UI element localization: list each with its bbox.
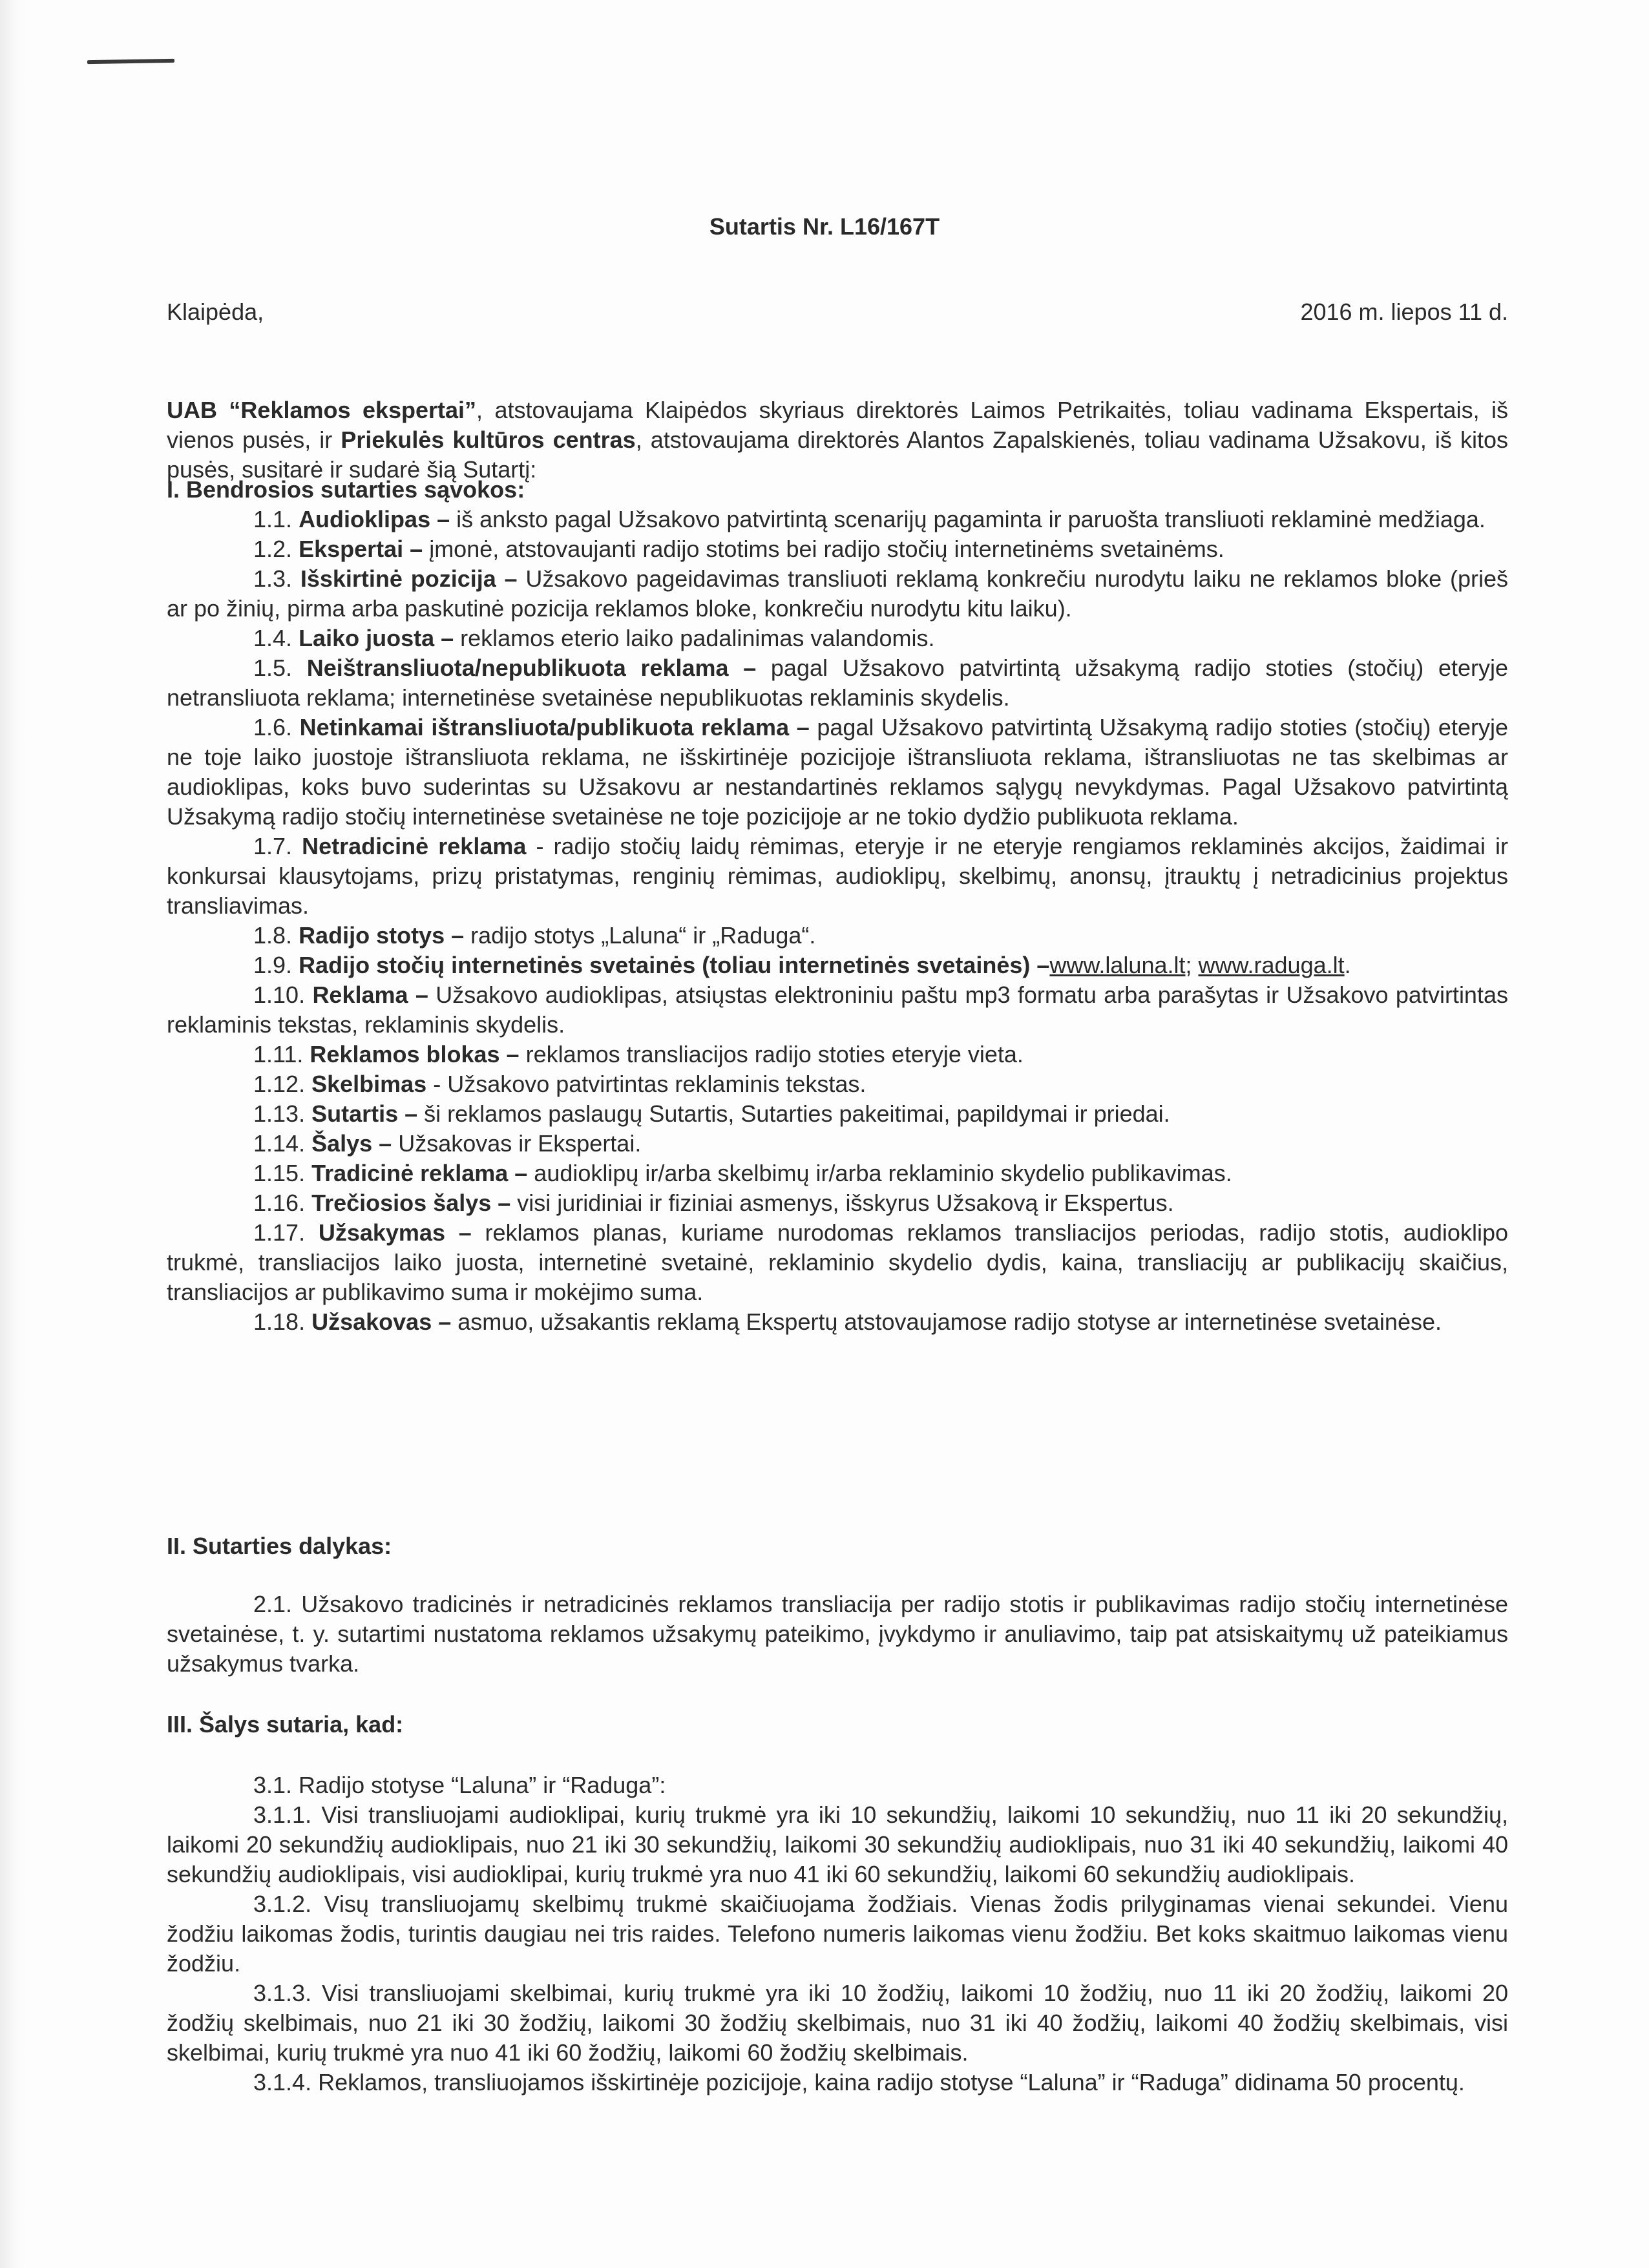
clause-term: Laiko juosta – (299, 625, 454, 651)
contract-date: 2016 m. liepos 11 d. (1300, 299, 1508, 325)
clause-item (167, 921, 1508, 950)
clause-item (167, 1188, 1508, 1218)
clause-text: Visi transliuojami audioklipai, kurių trukmė yra iki 10 sekundžių, laikomi 10 sekundžių, nuo 11 iki 20 sekundžių, laikomi 20 sekundžių audioklipais, nuo 21 iki 30 sekundžių, laikomi 30 sekundžių audioklipais, nuo 31 iki 40 sekundžių, laikomi 40 sekundžių audioklipais, visi audioklipai, kurių trukmė yra nuo 41 iki 60 sekundžių, laikomi 60 sekundžių audioklipais. (167, 1801, 1508, 1887)
clause-text: Visi transliuojami skelbimai, kurių trukmė yra iki 10 žodžių, laikomi 10 žodžių, nuo 11 iki 20 žodžių, laikomi 20 žodžių skelbimais, nuo 21 iki 30 žodžių, laikomi 30 žodžių skelbimais, nuo 31 iki 40 žodžių, laikomi 40 žodžių skelbimais, visi skelbimai, kurių trukmė yra nuo 41 iki 60 žodžių, laikomi 60 žodžių skelbimais. (167, 1980, 1508, 2066)
clause-text: Radijo stotyse “Laluna” ir “Raduga”: (292, 1772, 666, 1798)
clause-number: 1.13. (253, 1100, 306, 1127)
clause-item (167, 1069, 1508, 1099)
clause-item (167, 713, 1508, 832)
intro-text (167, 395, 1508, 485)
clause-term: Tradicinė reklama – (311, 1160, 528, 1186)
clause-text: radijo stotys „Laluna“ ir „Raduga“. (464, 922, 816, 949)
clause-text: įmonė, atstovaujanti radijo stotims bei radijo stočių internetinėms svetainėms. (423, 536, 1224, 562)
clause-item (167, 1159, 1508, 1188)
clause-text: Užsakovo tradicinės ir netradicinės reklamos transliacija per radijo stotis ir publikavimas radijo stočių internetinėse svetainėse, t. y. sutartimi nustatoma reklamos užsakymų pateikimo, įvykdymo ir anuliavimo, taip pat atsiskaitymų už pateikiamus užsakymus tvarka. (167, 1591, 1508, 1677)
clause-term: Netinkamai ištransliuota/publikuota reklama – (299, 714, 810, 740)
scan-mark (87, 59, 174, 64)
link-end: . (1344, 952, 1351, 978)
clause-term: Reklama – (312, 982, 428, 1008)
clause-item (167, 534, 1508, 564)
section-2-header (167, 1531, 1508, 1561)
clause-item (167, 564, 1508, 624)
clause-text: reklamos planas, kuriame nurodomas reklamos transliacijos periodas, radijo stotis, audioklipo trukmė, transliacijos laiko juosta, internetinė svetainė, reklaminio skydelio dydis, kaina, transliacijų ar publikacijų skaičius, transliacijos ar publikavimo suma ir mokėjimo suma. (167, 1219, 1508, 1305)
clause-text: Užsakovas ir Ekspertai. (392, 1130, 642, 1157)
section-3-items (167, 1770, 1508, 2097)
clause-number: 1.1. (253, 506, 293, 532)
contract-place: Klaipėda, (167, 299, 264, 325)
clause-term: Skelbimas (311, 1071, 427, 1097)
clause-number: 1.16. (253, 1190, 306, 1216)
clause-term: Trečiosios šalys – (311, 1190, 511, 1216)
party-name: UAB “Reklamos ekspertai” (167, 397, 477, 423)
clause-number: 3.1. (253, 1772, 293, 1798)
clause-text: Visų transliuojamų skelbimų trukmė skaičiuojama žodžiais. Vienas žodis prilyginamas vienai sekundei. Vienu žodžiu laikomas žodis, turintis daugiau nei tris raides. Telefono numeris laikomas vienu žodžiu. Bet koks skaitmuo laikomas vienu žodžiu. (167, 1891, 1508, 1977)
clause-item (167, 1889, 1508, 1979)
clause-item (167, 832, 1508, 921)
clause-item (167, 624, 1508, 653)
clause-text: iš anksto pagal Užsakovo patvirtintą scenarijų pagaminta ir paruošta transliuoti reklaminė medžiaga. (450, 506, 1486, 532)
clause-term: Užsakovas – (311, 1308, 452, 1335)
section-1-items (167, 505, 1508, 1337)
clause-number: 3.1.4. (253, 2069, 312, 2095)
scan-edge-shadow (0, 0, 26, 2268)
clause-text: asmuo, užsakantis reklamą Ekspertų atstovaujamose radijo stotyse ar internetinėse svetainėse. (451, 1308, 1442, 1335)
intro-segment: , atstovaujama Klaipėdos skyriaus direktorės Laimos Petrikaitės, toliau vadinama Ekspertais, iš vienos pusės, ir (167, 397, 1509, 453)
clause-number: 1.17. (253, 1219, 306, 1246)
clause-number: 1.3. (253, 565, 293, 592)
clause-text: Užsakovo pageidavimas transliuoti reklamą konkrečiu nurodytu laiku ne reklamos bloke (prieš ar po žinių, pirma arba paskutinė pozicija reklamos bloke, konkrečiu nurodytu kitu laiku). (167, 565, 1508, 622)
clause-text: ši reklamos paslaugų Sutartis, Sutarties pakeitimai, papildymai ir priedai. (417, 1100, 1170, 1127)
intro-paragraph (167, 395, 1508, 485)
section-2-heading: II. Sutarties dalykas: (167, 1533, 392, 1559)
contract-title: Sutartis Nr. L16/167T (709, 213, 940, 240)
clause-item (167, 1770, 1508, 1800)
clause-number: 2.1. (253, 1591, 293, 1617)
clause-term: Reklamos blokas – (310, 1041, 520, 1067)
clause-text: reklamos transliacijos radijo stoties eteryje vieta. (519, 1041, 1024, 1067)
clause-text: pagal Užsakovo patvirtintą Užsakymą radijo stoties (stočių) eteryje ne toje laiko juostoje ištransliuota reklama, ne išskirtinėje pozicijoje ištransliuota reklama, ištransliuotas ne tas skelbimas ar audioklipas, koks buvo suderintas su Užsakovu ar nestandartinės reklamos sąlygų nevykdymas. Pagal Užsakovo patvirtintą Užsakymą radijo stočių internetinėse svetainėse ne toje pozicijoje ar ne tokio dydžio publikuota reklama. (167, 714, 1508, 830)
clause-number: 1.5. (253, 655, 293, 681)
section-2 (167, 1590, 1508, 1679)
clause-term: Radijo stočių internetinės svetainės (toliau internetinės svetainės) – (299, 952, 1050, 978)
section-3-header (167, 1710, 1508, 1739)
clause-text: - Užsakovo patvirtintas reklaminis tekstas. (426, 1071, 867, 1097)
intro-segment: , atstovaujama direktorės Alantos Zapalskienės, toliau vadinama Užsakovu, iš kitos pusės, susitarė ir sudarė šią Sutartį: (167, 426, 1508, 483)
clause-term: Radijo stotys – (299, 922, 465, 949)
clause-number: 3.1.3. (253, 1980, 312, 2006)
clause-item (167, 1307, 1508, 1337)
clause-text: pagal Užsakovo patvirtintą užsakymą radijo stoties (stočių) eteryje netransliuota reklama; internetinėse svetainėse nepublikuotas reklaminis skydelis. (167, 655, 1508, 711)
clause-number: 1.14. (253, 1130, 306, 1157)
clause-number: 3.1.1. (253, 1801, 312, 1828)
clause-term: Sutartis – (311, 1100, 418, 1127)
clause-number: 1.12. (253, 1071, 306, 1097)
clause-text: reklamos eterio laiko padalinimas valandomis. (454, 625, 935, 651)
clause-number: 1.2. (253, 536, 293, 562)
clause-item (167, 1979, 1508, 2068)
clause-number: 1.10. (253, 982, 306, 1008)
clause-term: Ekspertai – (299, 536, 423, 562)
clause-text: - radijo stočių laidų rėmimas, eteryje ir ne eteryje rengiamos reklaminės akcijos, žaidimai ir konkursai klausytojams, prizų pristatymas, renginių rėmimas, audioklipų, skelbimų, anonsų, įtrauktų į netradicinius projektus transliavimas. (167, 833, 1508, 919)
clause-term: Šalys – (311, 1130, 392, 1157)
clause-term: Neištransliuota/nepublikuota reklama – (306, 655, 757, 681)
clause-text: Užsakovo audioklipas, atsiųstas elektroniniu paštu mp3 formatu arba parašytas ir Užsakovo patvirtintas reklaminis tekstas, reklaminis skydelis. (167, 982, 1508, 1038)
section-2-items (167, 1590, 1508, 1679)
clause-number: 1.6. (253, 714, 293, 740)
clause-term: Audioklipas – (299, 506, 450, 532)
clause-item (167, 1218, 1508, 1307)
clause-text: audioklipų ir/arba skelbimų ir/arba reklaminio skydelio publikavimas. (527, 1160, 1232, 1186)
clause-number: 3.1.2. (253, 1891, 312, 1917)
clause-number: 1.11. (253, 1041, 304, 1067)
clause-number: 1.15. (253, 1160, 306, 1186)
clause-item (167, 2068, 1508, 2097)
clause-item (167, 653, 1508, 713)
clause-number: 1.7. (253, 833, 293, 859)
clause-item (167, 1590, 1508, 1679)
website-link[interactable]: www.laluna.lt (1049, 952, 1186, 978)
clause-term: Užsakymas – (318, 1219, 472, 1246)
clause-item (167, 980, 1508, 1040)
party-name: Priekulės kultūros centras (341, 426, 636, 453)
clause-text: visi juridiniai ir fiziniai asmenys, išskyrus Užsakovą ir Ekspertus. (510, 1190, 1174, 1216)
clause-item (167, 1040, 1508, 1069)
clause-number: 1.9. (253, 952, 293, 978)
clause-number: 1.8. (253, 922, 293, 949)
section-3 (167, 1770, 1508, 2097)
section-3-heading: III. Šalys sutaria, kad: (167, 1711, 404, 1738)
website-link[interactable]: www.raduga.lt (1198, 952, 1345, 978)
clause-item (167, 1800, 1508, 1889)
clause-item (167, 505, 1508, 534)
clause-item (167, 950, 1508, 980)
clause-number: 1.18. (253, 1308, 306, 1335)
section-1 (167, 475, 1508, 1337)
clause-item (167, 1099, 1508, 1129)
link-separator: ; (1185, 952, 1199, 978)
clause-term: Išskirtinė pozicija – (300, 565, 518, 592)
clause-number: 1.4. (253, 625, 293, 651)
clause-item (167, 1129, 1508, 1159)
clause-text: Reklamos, transliuojamos išskirtinėje pozicijoje, kaina radijo stotyse “Laluna” ir “Raduga” didinama 50 procentų. (311, 2069, 1465, 2095)
section-1-heading: I. Bendrosios sutarties sąvokos: (167, 476, 525, 503)
clause-term: Netradicinė reklama (302, 833, 527, 859)
